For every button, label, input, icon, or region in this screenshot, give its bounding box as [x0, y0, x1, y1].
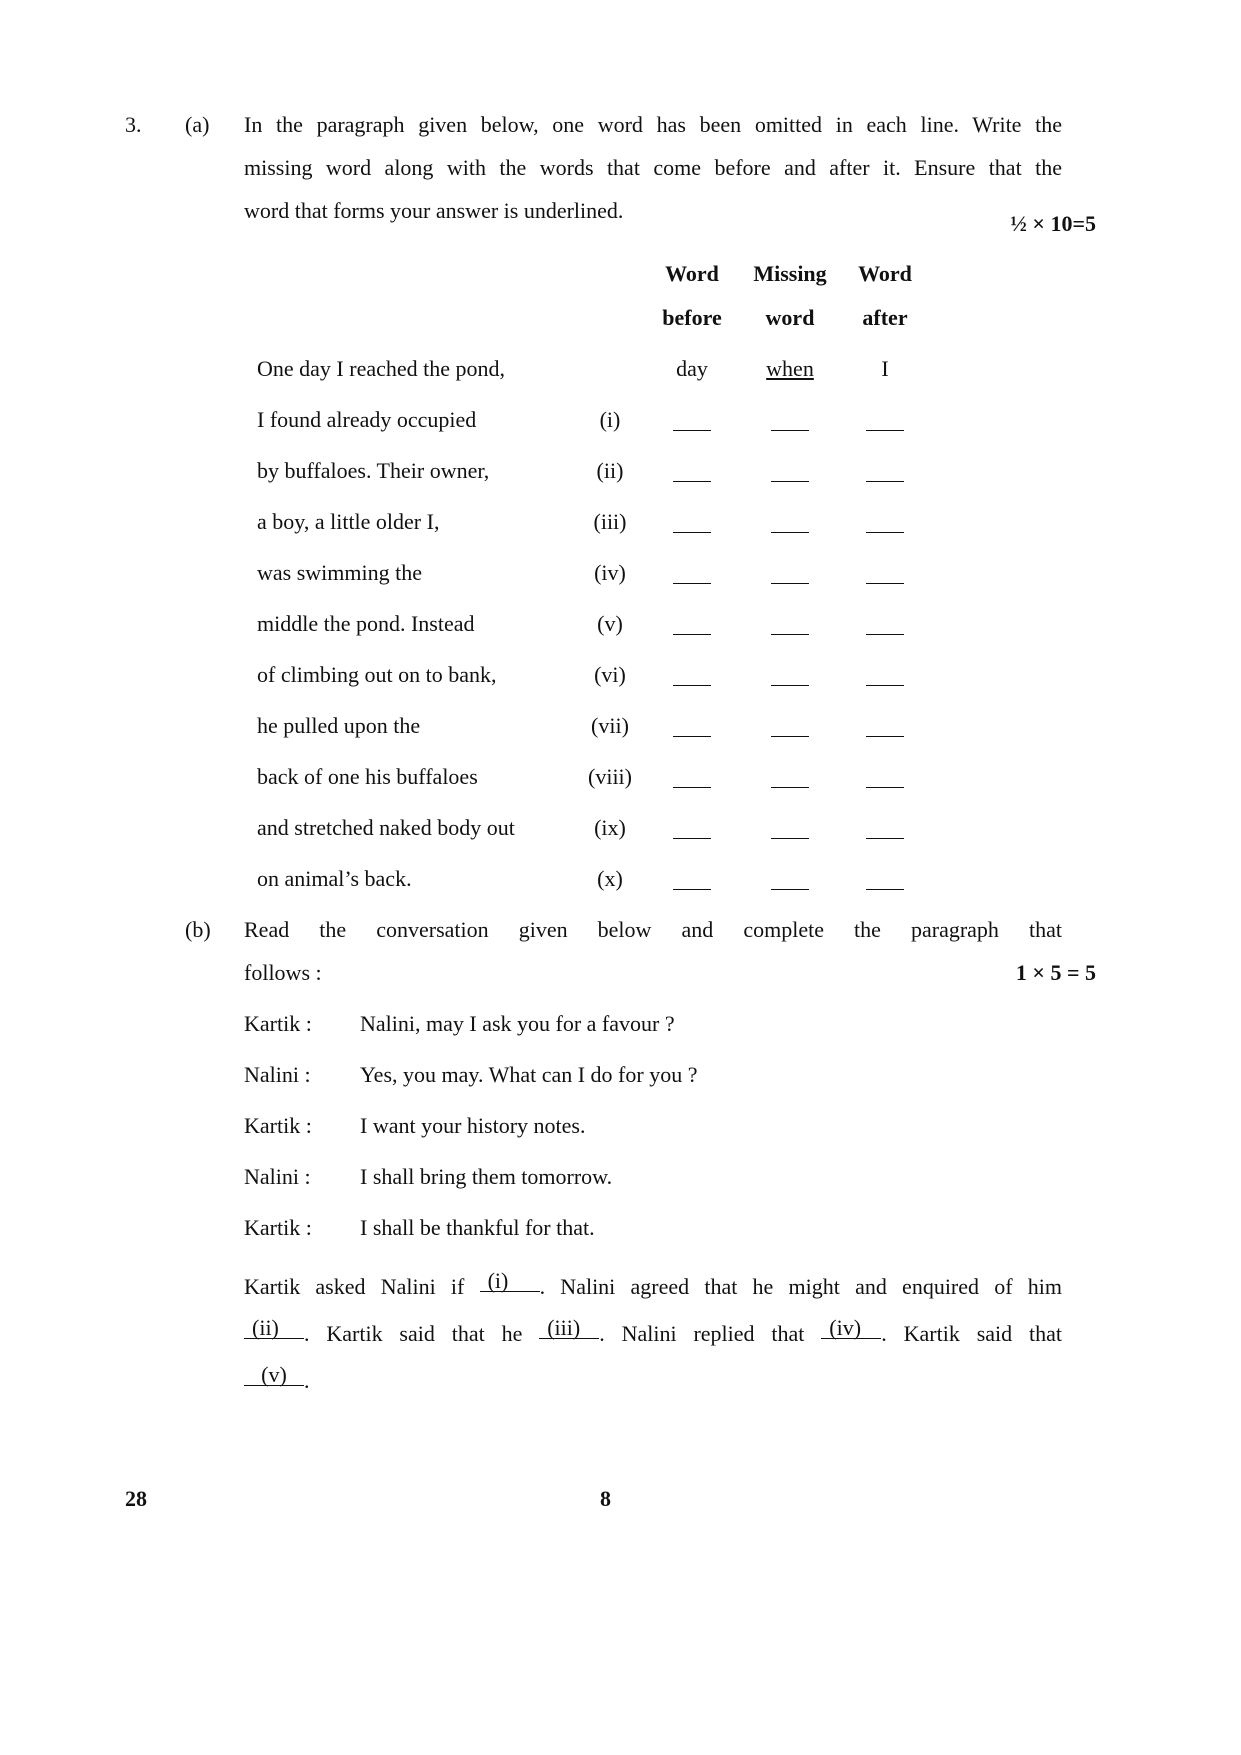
completion-text: . Nalini agreed that he might and enquired of him — [539, 1274, 1063, 1299]
answer-blank-missing-word[interactable] — [771, 889, 809, 890]
completion-blank[interactable]: (iii) — [539, 1318, 599, 1339]
row-text: he pulled upon the — [257, 713, 421, 738]
completion-blank[interactable]: (iv) — [821, 1318, 881, 1339]
answer-blank-missing-word[interactable] — [771, 481, 809, 482]
answer-blank-missing-word[interactable] — [771, 583, 809, 584]
example-word-after: I — [881, 356, 889, 381]
answer-blank-missing-word[interactable] — [771, 838, 809, 839]
answer-blank-word-before[interactable] — [673, 838, 711, 839]
completion-blank[interactable]: (i) — [480, 1271, 540, 1292]
completion-text: . Nalini replied that — [599, 1321, 805, 1346]
part-a-label: (a) — [185, 112, 210, 137]
dialogue-speaker: Kartik : — [244, 1113, 312, 1138]
part-a-marks: ½ × 10=5 — [1010, 211, 1096, 236]
header-line: word — [765, 305, 815, 330]
answer-blank-missing-word[interactable] — [771, 787, 809, 788]
completion-blank[interactable]: (v) — [244, 1365, 304, 1386]
row-number: (iii) — [593, 509, 627, 534]
answer-blank-missing-word[interactable] — [771, 634, 809, 635]
row-number: (iv) — [594, 560, 626, 585]
answer-blank-word-after[interactable] — [866, 736, 904, 737]
answer-blank-missing-word[interactable] — [771, 532, 809, 533]
row-text: by buffaloes. Their owner, — [257, 458, 490, 483]
answer-blank-word-after[interactable] — [866, 481, 904, 482]
answer-blank-word-before[interactable] — [673, 736, 711, 737]
answer-blank-missing-word[interactable] — [771, 430, 809, 431]
dialogue-speaker: Kartik : — [244, 1011, 312, 1036]
answer-blank-word-after[interactable] — [866, 685, 904, 686]
completion-text: Kartik asked Nalini if — [244, 1274, 465, 1299]
header-line: before — [662, 305, 722, 330]
dialogue-speaker: Nalini : — [244, 1164, 311, 1189]
row-text: back of one his buffaloes — [257, 764, 478, 789]
row-number: (vi) — [594, 662, 626, 687]
answer-blank-word-before[interactable] — [673, 532, 711, 533]
row-number: (ix) — [594, 815, 626, 840]
example-missing-word: when — [766, 356, 814, 381]
instruction-line: missing word along with the words that come before and after it. Ensure that the — [244, 155, 1062, 180]
header-line: Word — [858, 261, 912, 286]
answer-blank-word-after[interactable] — [866, 787, 904, 788]
header-line: Word — [665, 261, 719, 286]
dialogue-speaker: Kartik : — [244, 1215, 312, 1240]
answer-blank-missing-word[interactable] — [771, 736, 809, 737]
answer-blank-word-before[interactable] — [673, 430, 711, 431]
row-text: of climbing out on to bank, — [257, 662, 497, 687]
completion-line — [244, 1263, 1062, 1310]
row-text: on animal’s back. — [257, 866, 412, 891]
completion-paragraph — [244, 1263, 1062, 1404]
header-line: Missing — [753, 261, 827, 286]
row-number: (vii) — [591, 713, 629, 738]
dialogue-line: I want your history notes. — [360, 1113, 586, 1138]
completion-text: . — [304, 1368, 310, 1393]
row-text: I found already occupied — [257, 407, 477, 432]
instruction-line: Read the conversation given below and complete the paragraph that — [244, 917, 1062, 942]
answer-blank-word-after[interactable] — [866, 532, 904, 533]
header-word-after — [835, 261, 935, 331]
question-number: 3. — [125, 112, 142, 137]
row-number: (v) — [597, 611, 623, 636]
answer-blank-word-before[interactable] — [673, 481, 711, 482]
row-text: a boy, a little older I, — [257, 509, 440, 534]
row-text: and stretched naked body out — [257, 815, 515, 840]
part-b-instruction — [244, 908, 1062, 994]
answer-blank-word-after[interactable] — [866, 889, 904, 890]
row-number: (ii) — [596, 458, 624, 483]
instruction-line: word that forms your answer is underlined. — [244, 198, 624, 223]
dialogue-line: I shall be thankful for that. — [360, 1215, 595, 1240]
instruction-line: In the paragraph given below, one word has been omitted in each line. Write the — [244, 112, 1062, 137]
header-missing-word — [740, 261, 840, 331]
answer-blank-word-after[interactable] — [866, 583, 904, 584]
answer-blank-missing-word[interactable] — [771, 685, 809, 686]
example-line-text: One day I reached the pond, — [257, 356, 506, 381]
part-b-label: (b) — [185, 917, 211, 942]
dialogue-line: Nalini, may I ask you for a favour ? — [360, 1011, 675, 1036]
example-word-before: day — [676, 356, 708, 381]
answer-blank-word-after[interactable] — [866, 430, 904, 431]
dialogue-line: I shall bring them tomorrow. — [360, 1164, 613, 1189]
page-number: 8 — [600, 1486, 611, 1511]
footer-code: 28 — [125, 1486, 147, 1511]
row-number: (viii) — [588, 764, 632, 789]
instruction-line: follows : — [244, 960, 322, 985]
dialogue-speaker: Nalini : — [244, 1062, 311, 1087]
dialogue-line: Yes, you may. What can I do for you ? — [360, 1062, 698, 1087]
completion-line — [244, 1357, 1062, 1404]
completion-text: . Kartik said that he — [304, 1321, 523, 1346]
row-text: middle the pond. Instead — [257, 611, 475, 636]
answer-blank-word-after[interactable] — [866, 634, 904, 635]
answer-blank-word-before[interactable] — [673, 685, 711, 686]
answer-blank-word-after[interactable] — [866, 838, 904, 839]
row-number: (x) — [597, 866, 623, 891]
row-text: was swimming the — [257, 560, 422, 585]
part-b-marks: 1 × 5 = 5 — [1015, 960, 1096, 985]
answer-blank-word-before[interactable] — [673, 634, 711, 635]
answer-blank-word-before[interactable] — [673, 583, 711, 584]
answer-blank-word-before[interactable] — [673, 889, 711, 890]
row-number: (i) — [599, 407, 621, 432]
completion-blank[interactable]: (ii) — [244, 1318, 304, 1339]
answer-blank-word-before[interactable] — [673, 787, 711, 788]
header-line: after — [862, 305, 908, 330]
completion-text: . Kartik said that — [881, 1321, 1062, 1346]
completion-line — [244, 1310, 1062, 1357]
part-a-instruction — [244, 103, 1062, 232]
header-word-before — [642, 261, 742, 331]
